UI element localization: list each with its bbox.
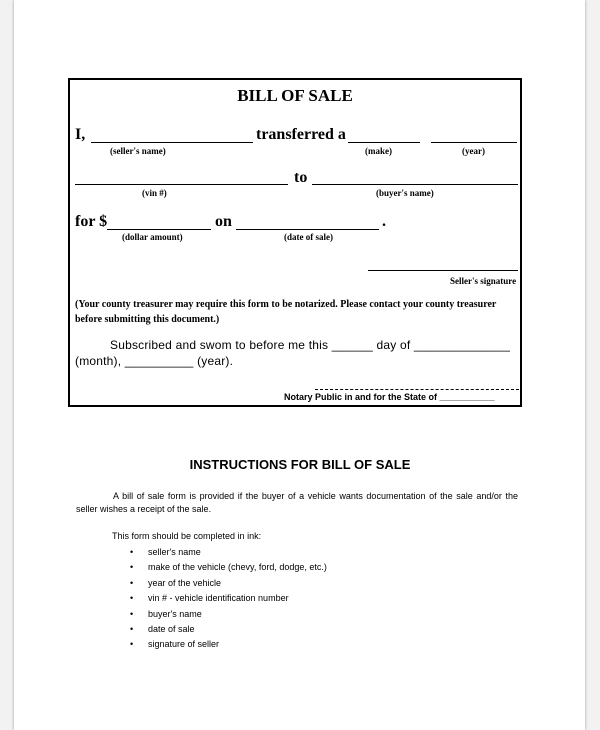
- list-item: • vin # - vehicle identification number: [130, 591, 327, 606]
- year-caption: (year): [462, 146, 485, 156]
- bullet-icon: •: [130, 608, 134, 619]
- vin-line[interactable]: [75, 184, 288, 185]
- list-item: • seller's name: [130, 545, 327, 560]
- date-of-sale-caption: (date of sale): [284, 232, 333, 242]
- bullet-icon: •: [130, 547, 134, 557]
- seller-signature-caption: Seller's signature: [450, 276, 517, 286]
- list-item: • year of the vehicle: [130, 576, 327, 591]
- row1-mid-text: transferred a: [256, 126, 346, 143]
- notary-signature-line[interactable]: [315, 389, 519, 390]
- row3-for-text: for $: [75, 213, 108, 230]
- year-line[interactable]: [431, 142, 517, 143]
- notary-label: Notary Public in and for the State of ___________: [284, 392, 495, 402]
- instructions-list: [130, 545, 327, 653]
- instructions-lead: This form should be completed in ink:: [112, 531, 262, 541]
- row3-period-text: .: [382, 213, 386, 230]
- bullet-icon: •: [130, 593, 134, 604]
- row1-start-text: I,: [75, 126, 86, 143]
- subscribed-line-1: Subscribed and swom to before me this ______ day of ______________: [110, 338, 511, 352]
- form-title: BILL OF SALE: [237, 86, 353, 105]
- make-caption: (make): [365, 146, 392, 156]
- bullet-icon: •: [130, 639, 134, 650]
- make-line[interactable]: [348, 142, 420, 143]
- bullet-icon: •: [130, 562, 134, 573]
- seller-name-line[interactable]: [91, 142, 253, 143]
- date-of-sale-line[interactable]: [236, 229, 379, 230]
- dollar-amount-caption: (dollar amount): [122, 232, 183, 242]
- list-item: • make of the vehicle (chevy, ford, dodge, etc.): [130, 560, 327, 575]
- buyer-name-caption: (buyer's name): [376, 188, 434, 198]
- list-item: • date of sale: [130, 622, 327, 637]
- dollar-amount-line[interactable]: [107, 229, 211, 230]
- notarization-note: (Your county treasurer may require this form to be notarized. Please contact your county treasurer before submitting this document.): [75, 299, 497, 325]
- instructions-title: INSTRUCTIONS FOR BILL OF SALE: [189, 457, 411, 472]
- seller-signature-line[interactable]: [368, 270, 518, 271]
- list-item: • signature of seller: [130, 637, 327, 652]
- buyer-name-line[interactable]: [312, 184, 518, 185]
- row2-to-text: to: [294, 169, 308, 186]
- list-item: • buyer's name: [130, 607, 327, 622]
- seller-name-caption: (seller's name): [110, 146, 166, 156]
- row3-on-text: on: [215, 213, 232, 230]
- bill-of-sale-form: [68, 78, 522, 407]
- bullet-icon: •: [130, 623, 134, 634]
- subscribed-line-2: (month), __________ (year).: [75, 354, 234, 368]
- vin-caption: (vin #): [142, 188, 167, 198]
- instructions-paragraph: A bill of sale form is provided if the buyer of a vehicle wants documentation of the sale and/or the seller wishes a receipt of the sale.: [76, 491, 518, 514]
- bullet-icon: •: [130, 577, 134, 588]
